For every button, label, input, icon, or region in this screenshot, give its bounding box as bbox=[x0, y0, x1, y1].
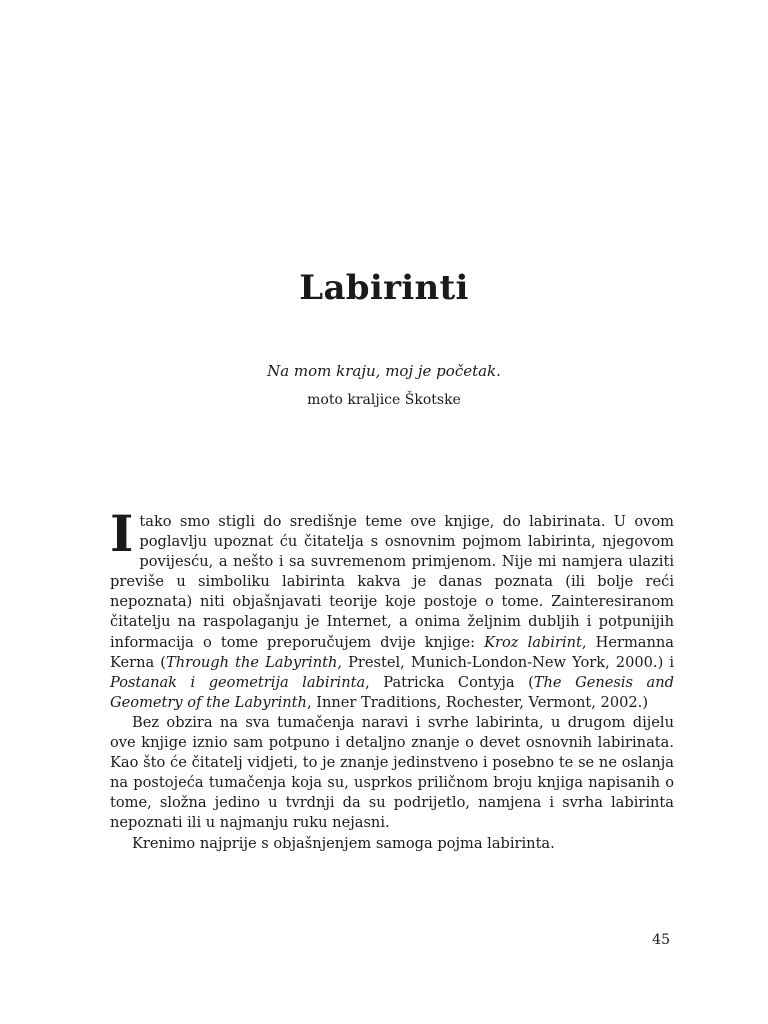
paragraph-1 bbox=[110, 504, 675, 713]
paragraph-1-text-e: , Inner Traditions, Rochester, Vermont, 2002.) bbox=[306, 693, 649, 711]
book-title-kroz-labirint: Kroz labirint bbox=[484, 633, 582, 651]
paragraph-1-text-a: tako smo stigli do središnje teme ove knjige, do labirinata. U ovom poglavlju upoznat ću čitatelja s osnovnim pojmom labirinta, njegovom povijesću, a nešto i sa suvremenom primjenom. Nije mi namjera ulaziti previše u simboliku labirinta kakva je danas poznata (ili bolje reći nepoznata) niti objašnjavati teorije koje postoje o tome. Zainteresiranom čitatelju na raspolaganju je Internet, a onima željnim dubljih i potpunijih informacija o tome preporučujem dvije knjige: bbox=[110, 513, 674, 651]
paragraph-1-text-b: , Hermanna Kerna ( bbox=[110, 633, 675, 671]
paragraph-1-text-c: , Prestel, Munich-London-New York, 2000.) i bbox=[337, 653, 674, 671]
drop-cap: I bbox=[110, 504, 134, 563]
paragraph-2: Bez obzira na sva tumačenja naravi i svrhe labirinta, u drugom dijelu ove knjige iznio sam potpuno i detaljno znanje o devet osnovnih labirinata. Kao što će čitatelj vidjeti, to je znanje jedinstveno i posebno te se ne oslanja na postojeća tumačenja koja su, usprkos priličnom broju knjiga napisanih o tome, složna jedino u tvrdnji da su podrijetlo, namjena i svrha labirinta nepoznati ili u najmanju ruku nejasni. bbox=[110, 713, 674, 832]
page-number: 45 bbox=[652, 932, 670, 948]
epigraph-source: moto kraljice Škotske bbox=[307, 392, 461, 408]
book-title-through-the-labyrinth: Through the Labyrinth bbox=[166, 653, 338, 671]
chapter-body bbox=[110, 504, 675, 854]
chapter-title: Labirinti bbox=[299, 268, 469, 308]
paragraph-1-text-d: , Patricka Contyja ( bbox=[365, 673, 534, 691]
book-title-postanak: Postanak i geometrija labirinta bbox=[110, 673, 366, 691]
book-title-genesis: The Genesis and Geometry of the Labyrinth bbox=[110, 673, 674, 711]
paragraph-3: Krenimo najprije s objašnjenjem samoga pojma labirinta. bbox=[132, 834, 555, 852]
epigraph-quote: Na mom kraju, moj je početak. bbox=[267, 362, 501, 380]
